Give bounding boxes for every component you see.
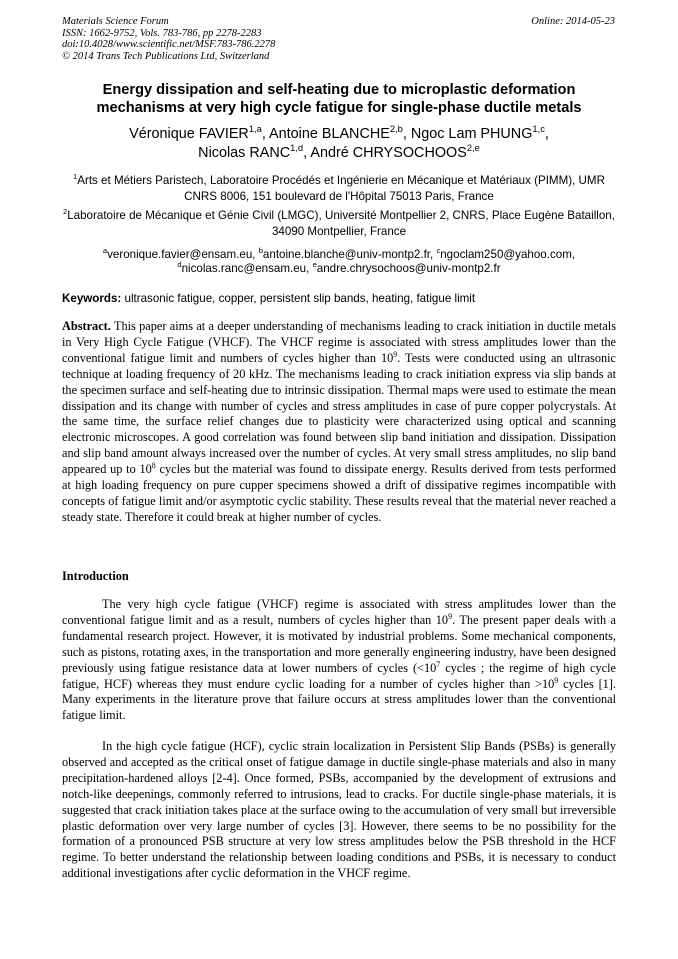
author: Véronique FAVIER$^{1,a}$, xyxy=(129,124,270,142)
author-list xyxy=(62,125,616,163)
author: Ngoc Lam PHUNG$^{1,c}$, xyxy=(410,124,549,142)
abstract: Abstract. This paper aims at a deeper understanding of mechanisms leading to crack initiation in ductile metals in Very High Cycle Fatigue (VHCF). The VHCF regime is associated with stress amplitudes lower than the conventional fatigue limit and numbers of cycles higher than $10^9$. Tests were conducted using an ultrasonic technique at loading frequency of 20 kHz. The mechanisms leading to crack initiation express via slip bands at the specimen surface and self-heating due to intrinsic dissipation. Thermal maps were used to estimate the mean dissipation and its change with number of cycles and stress amplitudes in case of pure copper polycrystals. At the same time, the surface relief changes due to plasticity were characterized using optical and scanning electronic microscopes. A good correlation was found between slip band initiation and dissipation. Dissipation and slip band amount always increased over the number of cycles. At very small stress amplitudes, no slip band appeared up to $10^8$ cycles but the material was found to dissipate energy. Results derived from tests performed at high loading frequency on pure cupper specimens showed a drift of dissipative regimes incompatible with concepts of fatigue limit and/or asymptotic cyclic stability. These results reveal that the material never reached a steady state. Therefore it could break at higher number of cycles. xyxy=(62,319,616,524)
abstract-label: Abstract. xyxy=(62,319,111,333)
paper-title: Energy dissipation and self-heating due to microplastic deformation mechanisms at very high cycle fatigue for single-phase ductile metals xyxy=(96,82,582,116)
author: Antoine BLANCHE$^{2,b}$, xyxy=(269,124,411,142)
author: André CHRYSOCHOOS$^{2,e}$ xyxy=(310,143,480,161)
email-address: andre.chrysochoos@univ-montp2.fr xyxy=(316,262,501,275)
email-address: ngoclam250@yahoo.com, xyxy=(440,248,576,261)
journal-name: Materials Science Forum xyxy=(62,16,169,27)
email-list: $^a$veronique.favier@ensam.eu, $^b$antoine.blanche@univ-montp2.fr, $^c$ngoclam250@yahoo.com, $^d$nicolas.ranc@ensam.eu, $^e$andre.chrysochoos@univ-montp2.fr xyxy=(102,246,576,275)
issn-line: ISSN: 1662-9752, Vols. 783-786, pp 2278-2283 xyxy=(62,27,262,39)
author: Nicolas RANC$^{1,d}$, xyxy=(198,143,311,161)
journal-header xyxy=(62,16,275,62)
email-address: antoine.blanche@univ-montp2.fr, xyxy=(262,248,437,261)
affiliation-2: $^2$Laboratoire de Mécanique et Génie Civil (LMGC), Université Montpellier 2, CNRS, Place Eugène Bataillon, 34090 Montpellier, France xyxy=(63,207,615,238)
online-date: Online: 2014-05-23 xyxy=(531,16,615,27)
email-address: veronique.favier@ensam.eu, xyxy=(107,248,259,261)
email-address: nicolas.ranc@ensam.eu, xyxy=(181,262,313,275)
keywords-label: Keywords: xyxy=(62,292,122,305)
intro-paragraph-2: In the high cycle fatigue (HCF), cyclic strain localization in Persistent Slip Bands (PSBs) is generally observed and accepted as the critical onset of fatigue damage in ductile single-phase materials and also in many precipitation-hardened alloys [2-4]. Once formed, PSBs, accompanied by the development of extrusions and notch-like deepenings, commonly referred to intrusions, lead to cracks. For ductile single-phase materials, it is suggested that crack initiation takes place at the surface owing to the accumulation of very small but irreversible plastic deformation over very large number of cycles [3]. However, there seems to be no possibility for the formation of a pronounced PSB structure at very low stress amplitudes below the PSB threshold in the HCF regime. To better understand the relationship between loading conditions and PSBs, it is necessary to conduct additional investigations after cyclic deformation in the VHCF regime. xyxy=(62,739,616,881)
doi-line: doi:10.4028/www.scientific.net/MSF.783-786.2278 xyxy=(62,39,276,50)
copyright-line: © 2014 Trans Tech Publications Ltd, Switzerland xyxy=(62,50,270,62)
section-heading-introduction: Introduction xyxy=(62,569,129,583)
intro-paragraph-1: The very high cycle fatigue (VHCF) regime is associated with stress amplitudes lower than the conventional fatigue limit and as a result, numbers of cycles higher than $10^9$. The present paper deals with a fundamental research project. However, it is motivated by industrial problems. Some mechanical components, such as pistons, rotating axes, in the transportation and more generally engineering industry, have been designed previously using fatigue resistance data at lower numbers of cycles ($<10^7$ cycles ; the regime of high cycle fatigue, HCF) whereas they must endure cyclic loading for a number of cycles higher than $>10^9$ cycles [1]. Many experiments in the literature prove that failure occurs at stress amplitudes lower than the conventional fatigue limit. xyxy=(62,597,616,723)
keywords xyxy=(62,292,616,306)
affiliation-1: $^1$Arts et Métiers Paristech, Laboratoire Procédés et Ingénierie en Mécanique et Matériaux (PIMM), UMR CNRS 8006, 151 boulevard de l'Hôpital 75013 Paris, France xyxy=(73,172,605,203)
keywords-text: ultrasonic fatigue, copper, persistent slip bands, heating, fatigue limit xyxy=(121,292,476,305)
